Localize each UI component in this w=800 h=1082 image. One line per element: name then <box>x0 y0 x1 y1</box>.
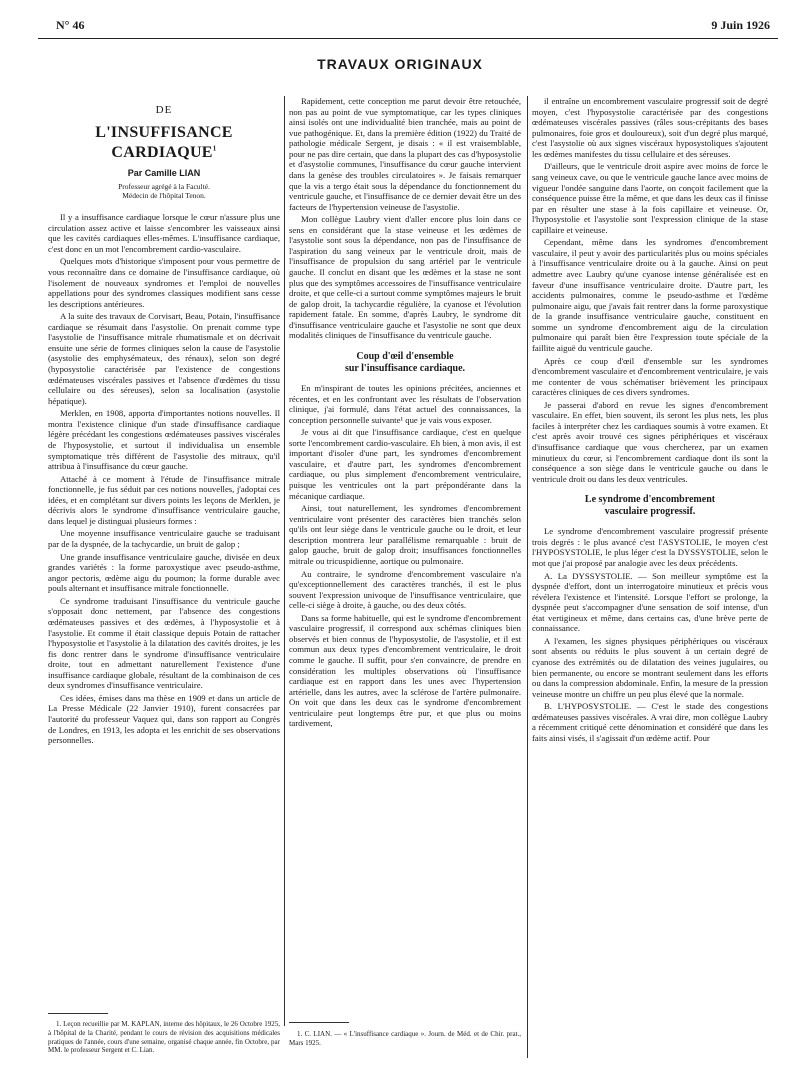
article-author <box>48 168 280 179</box>
paragraph: Je vous ai dit que l'insuffisance cardiaque, c'est en quelque sorte l'encombrement cardio-vasculaire. Eh bien, à mon avis, il est important d'isoler d'une part, les syndromes d'encombrement vasculaire, et d'autre part, les syndromes d'encombrement cardiaque, ou plus simplement d'encombrement ventriculaire, puisque les ventricules ont la part prépondérante dans la mécanique cardiaque. <box>289 427 521 501</box>
paragraph: Le syndrome d'encombrement vasculaire progressif présente trois degrés : le plus avancé c'est l'ASYSTOLIE, le moyen c'est l'HYPOSYSTOLIE, le plus léger c'est la DYSSYSTOLIE, selon le mot que j'ai proposé par analogie avec les deux précédents. <box>532 526 768 568</box>
paragraph: Ainsi, tout naturellement, les syndromes d'encombrement ventriculaire vont présenter des caractères bien tranchés selon qu'ils ont leur siège dans le ventricule gauche ou le droit, et leur description montrera leur parallélisme remarquable : bruit de galop gauche, bruit de galop droit; insuffisances fonctionnelles mitrale ou tricuspidienne, aortique ou pulmonaire. <box>289 503 521 566</box>
section-title: TRAVAUX ORIGINAUX <box>317 56 483 72</box>
author-affiliation <box>48 182 280 200</box>
column-3 <box>532 96 768 746</box>
column-3-body-a <box>532 96 768 484</box>
paragraph: Quelques mots d'historique s'imposent pour vous permettre de vous reconnaître dans ce domaine de l'insuffisance cardiaque, où l'isolement de nouveaux syndromes et l'emploi de nouvelles appellations pour des syndromes classiques modifient sans cesse les descriptions antérieures. <box>48 256 280 309</box>
footnote-2: 1. C. LIAN. — « L'insuffisance cardiaque ». Journ. de Méd. et de Chir. prat., Mars 1925. <box>289 1030 521 1047</box>
subheading-line-1: Le syndrome d'encombrement <box>584 494 716 506</box>
column-1 <box>48 98 280 748</box>
subheading-line-1: Coup d'œil d'ensemble <box>356 350 454 362</box>
paragraph: il entraîne un encombrement vasculaire progressif soit de degré moyen, c'est l'hyposystolie caractérisée par des congestions œdémateuses viscérales passives (râles sous-crépitants des bases pulmonaires, foie gros et douloureux), soit d'un degré plus marqué, c'est l'asystolie où aux signes viscéraux hyposystoliques s'ajoutent les œdèmes manifestes du tissu cellulaire et des séreuses. <box>532 96 768 159</box>
title-footnote-marker: 1 <box>212 144 217 153</box>
issue-date: 9 Juin 1926 <box>711 18 770 32</box>
article-pre-title: DE <box>155 104 173 116</box>
paragraph: A la suite des travaux de Corvisart, Beau, Potain, l'insuffisance cardiaque se résumait dans l'asystolie. On prenait comme type l'asystolie de l'insuffisance mitrale rhumatismale et on décrivait ensuite une série de formes cliniques selon la cause de l'asystolie (asystolie des emphysémateux, des rénaux), selon son degré (hyposystolie caractérisée par l'existence de congestions œdémateuses viscérales passives et l'absence d'œdèmes du tissu cellulaire ou des séreuses), selon sa localisation (asystolie hépatique). <box>48 311 280 406</box>
paragraph: Cependant, même dans les syndromes d'encombrement vasculaire, il peut y avoir des particularités plus ou moins spéciales à l'insuffisance ventriculaire droite ou à la gauche. Ainsi on peut admettre avec Laubry qu'une cyanose intense généralisée est en faveur d'une insuffisance ventriculaire droite. D'autre part, les accidents pulmonaires, comme le pseudo-asthme et l'œdème pulmonaire aigu, que j'avais fait rentrer dans la forme paroxystique de la grande insuffisance ventriculaire gauche, constituent en somme un syndrome d'encombrement aigu de la circulation pulmonaire qui paraît bien être l'expression toute spéciale de la faillite aiguë du ventricule gauche. <box>532 237 768 353</box>
paragraph: Après ce coup d'œil d'ensemble sur les syndromes d'encombrement vasculaire et d'encombrement ventriculaire, je vais me contenter de vous schématiser brièvement les principaux caractères cliniques de ces divers syndromes. <box>532 355 768 398</box>
paragraph: Je passerai d'abord en revue les signes d'encombrement vasculaire. En effet, bien souvent, ils seront les plus nets, les plus faciles à interpréter chez les cardiaques soumis à votre examen. Et c'est après avoir trouvé ces signes périphériques et viscéraux d'insuffisance cardiaque que vous chercherez, par un examen minutieux du cœur, si l'encombrement cardiaque dont ils sont la conséquence a son siège dans le ventricule gauche ou dans le ventricule droit ou dans les deux ventricules. <box>532 399 768 484</box>
paragraph: Mon collègue Laubry vient d'aller encore plus loin dans ce sens en considérant que la stase veineuse et les œdèmes de l'asystolie sont sous la dépendance, non pas de l'insuffisance de l'aspiration du sang veineux par le ventricule droit, mais de l'insuffisance de propulsion du sang artériel par le ventricule gauche. Il conclut en disant que les œdèmes et la stase ne sont plus que des symptômes accessoires de l'insuffisance ventriculaire droite, et que celle-ci a surtout comme symptômes majeurs le bruit de galop droit, la tachycardie régulière, la cyanose et l'évolution rapidement fatale. En somme, d'après Laubry, le syndrome dit d'insuffisance ventriculaire gauche et l'asystolie ne sont que deux modalités cliniques de l'insuffisance du ventricule gauche. <box>289 214 521 341</box>
author-name: Par Camille LIAN <box>127 168 201 179</box>
paragraph: Ces idées, émises dans ma thèse en 1909 et dans un article de La Presse Médicale (22 Janvier 1910), furent consacrées par l'autorité du professeur Vaquez qui, dans son rapport au Congrès de Londres, en 1913, les adopta et les enrichit de ses observations personnelles. <box>48 692 280 746</box>
column-2 <box>289 96 521 731</box>
paragraph: Merklen, en 1908, apporta d'importantes notions nouvelles. Il montra l'existence clinique d'un stade d'insuffisance cardiaque légère précédant les congestions œdémateuses passives viscérales de l'hyposystolie, et surtout il individualisa un ensemble symptomatique très différent de l'asystolie des mitraux, qu'il attribua à l'insuffisance du cœur gauche. <box>48 408 280 472</box>
column-3-body-b <box>532 526 768 743</box>
paragraph: Attaché à ce moment à l'étude de l'insuffisance mitrale fonctionnelle, je fus séduit par ces notions nouvelles, j'adoptai ces idées, et en complétant sur divers points les leçons de Merklen, je décrivis alors le syndrome d'insuffisance ventriculaire gauche, dans lequel je distinguai plusieurs formes : <box>48 473 280 526</box>
paragraph: B. L'HYPOSYSTOLIE. — C'est le stade des congestions œdémateuses passives viscérales. A vrai dire, mon collègue Laubry a récemment critiqué cette dénomination et considéré que dans les faits ainsi visés, il s'agissait d'un œdème actif. Pour <box>532 701 768 743</box>
article-title-text: L'INSUFFISANCE CARDIAQUE <box>95 124 233 161</box>
issue-number: N° 46 <box>56 18 85 32</box>
column-1-body <box>48 212 280 746</box>
paragraph: D'ailleurs, que le ventricule droit aspire avec moins de force le sang veineux cave, ou que le ventricule gauche lance avec moins de vigueur l'ondée sanguine dans l'aorte, on conçoit facilement que la conséquence puisse être la même, et que dans les deux cas il finisse par en résulter une stase à la fois capillaire et veineuse. Or, l'hyposystolie et l'asystolie sont l'expression clinique de la stase capillaire et veineuse. <box>532 161 768 235</box>
column-2-body-a <box>289 96 521 341</box>
article-title <box>48 123 280 162</box>
header-rule <box>38 38 778 39</box>
column-divider-1 <box>284 96 285 1026</box>
column-2-body-b <box>289 383 521 729</box>
paragraph: Au contraire, le syndrome d'encombrement vasculaire n'a qu'exceptionnellement des caractères tranchés, il est le plus souvent l'expression univoque de l'insuffisance ventriculaire, que celle-ci siège à droite, à gauche, ou des deux côtés. <box>289 568 521 611</box>
paragraph: Ce syndrome traduisant l'insuffisance du ventricule gauche s'opposait donc nettement, par l'absence des congestions œdémateuses passives et des œdèmes, à l'hyposystolie et à l'asystolie. Et comme il était classique depuis Potain de rattacher l'hyposystolie et l'asystolie à la dilatation des cavités droites, je les fis donc rentrer dans le syndrome d'insuffisance ventriculaire droite, tout en admettant naturellement l'existence d'une insuffisance cardiaque globale, résultant de la combinaison de ces deux syndromes d'insuffisance ventriculaire. <box>48 595 280 691</box>
paragraph: A l'examen, les signes physiques périphériques ou viscéraux sont absents ou réduits le plus souvent à un certain degré de cyanose des extrémités ou de dilatation des veines jugulaires, ou bien permanente, ou encore se montrant seulement dans les efforts ou dans la compression abdominale. Enfin, la mesure de la pression veineuse montre un chiffre un peu plus élevé que la normale. <box>532 635 768 699</box>
footnote-rule-1 <box>48 1013 108 1014</box>
subheading-line-2: sur l'insuffisance cardiaque. <box>344 362 466 374</box>
subheading-line-2: vasculaire progressif. <box>604 506 696 518</box>
paragraph: Il y a insuffisance cardiaque lorsque le cœur n'assure plus une circulation assez active et laisse s'encombrer les vaisseaux ainsi que les cavités cardiaques elles-mêmes. L'insuffisance cardiaque, c'est donc en un mot l'encombrement cardio-vasculaire. <box>48 212 280 254</box>
subheading-coup-d-oeil <box>289 351 521 375</box>
paragraph: Dans sa forme habituelle, qui est le syndrome d'encombrement vasculaire progressif, il correspond aux schémas cliniques bien observés et bien connus de l'hyposystolie, de l'asystolie, et il est commun aux deux types d'encombrement ventriculaire, le droit comme le gauche. Il suffit, pour s'en convaincre, de prendre en considération les multiples observations où l'insuffisance cardiaque est en rapport dans les unes avec l'hypertension artérielle, dans les autres, avec la sclérose de l'artère pulmonaire. On voit que dans les deux cas le syndrome d'encombrement ventriculaire peut longtemps être pur, et que plus ou moins tardivement, <box>289 612 521 729</box>
paragraph: En m'inspirant de toutes les opinions précitées, anciennes et récentes, et en les confrontant avec les résultats de l'observation clinique, j'ai formulé, dans l'état actuel des connaissances, la conception personnelle suivante¹ que je vais vous exposer. <box>289 382 521 425</box>
subheading-syndrome <box>532 494 768 518</box>
affiliation-line-2: Médecin de l'hôpital Tenon. <box>122 191 206 201</box>
paragraph: Une grande insuffisance ventriculaire gauche, divisée en deux grandes variétés : la forme paroxystique avec pseudo-asthme, angor pectoris, œdème aigu du poumon; la forme durable avec pouls alternant et insuffisance mitrale fonctionnelle. <box>48 551 280 594</box>
column-divider-2 <box>527 96 528 1058</box>
paragraph: Rapidement, cette conception me parut devoir être retouchée, non pas au point de vue symptomatique, car les types cliniques ainsi isolés ont une individualité bien tranchée, mais au point de vue pathogénique. Et, dans la première édition (1922) du Traité de pathologie médicale Sergent, je disais : « il est vraisemblable, pour ne pas dire certain, que dans la plupart des cas d'hyposystolie et d'asystolie communes, l'insuffisance du cœur gauche intervient dans la genèse des troubles circulatoires ». Je faisais remarquer que la vis a tergo était sous la dépendance du fonctionnement du ventricule gauche, et l'insuffisance de ce dernier devait être un des facteurs de l'hypertension veineuse de l'asystolie. <box>289 96 521 212</box>
footnote-1: 1. Leçon recueillie par M. KAPLAN, interne des hôpitaux, le 26 Octobre 1925, à l'hôpital de la Charité, pendant le cours de révision des acquisitions médicales pratiques de l'année, cours d'une semaine, organisé chaque année, fin Octobre, par MM. le professeur Sergent et C. Lian. <box>48 1020 280 1055</box>
affiliation-line-1: Professeur agrégé à la Faculté. <box>118 182 210 192</box>
paragraph: A. La DYSSYSTOLIE. — Son meilleur symptôme est la dyspnée d'effort, dont un interrogatoire minutieux et précis vous révélera l'existence et l'intensité. Lorsque l'effort se prolonge, la dyspnée peut s'accompagner d'une sensation de soif intense, d'un état vertigineux et même, dans certains cas, d'une brève perte de connaissance. <box>532 570 768 634</box>
paragraph: Une moyenne insuffisance ventriculaire gauche se traduisant par de la dyspnée, de la tachycardie, un bruit de galop ; <box>48 528 280 550</box>
footnote-rule-2 <box>289 1022 349 1023</box>
